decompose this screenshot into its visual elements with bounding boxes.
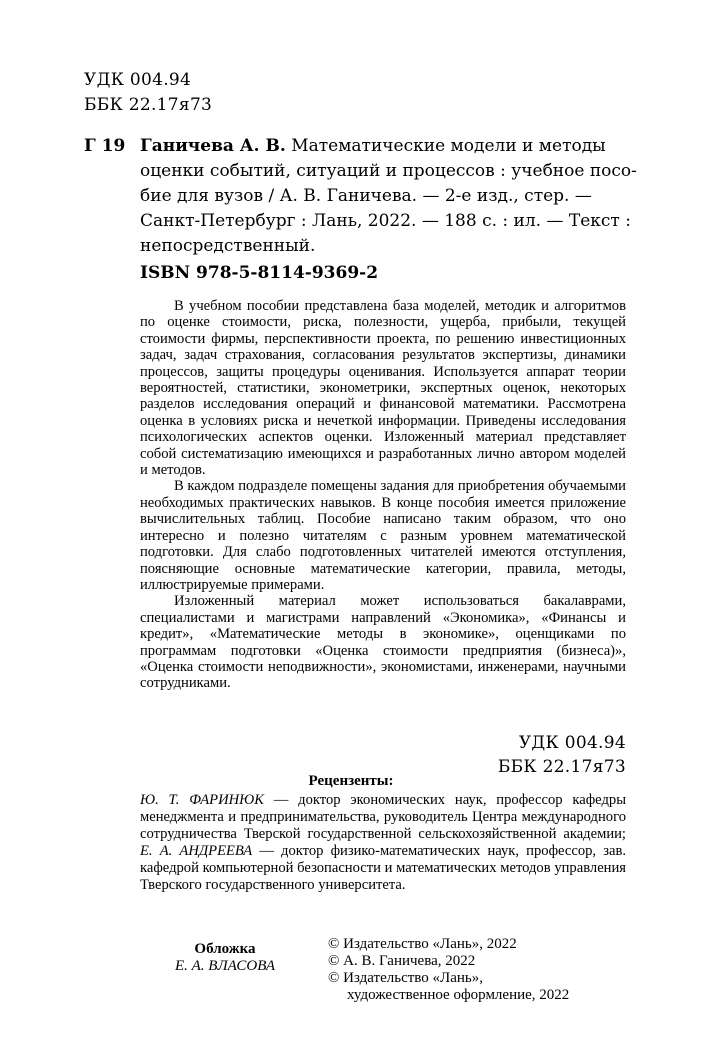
reviewer-2-name: Е. А. АНДРЕЕВА [140,843,253,859]
copyright-publisher: © Издательство «Лань», 2022 [328,936,517,952]
udk-code-bottom: УДК 004.94 [518,733,626,753]
cover-designer: Е. А. ВЛАСОВА [174,958,276,974]
bibliographic-line-3: бие для вузов / А. В. Ганичева. — 2-е изд., стер. — [140,186,592,206]
annotation [140,298,626,692]
isbn: ISBN 978-5-8114-9369-2 [140,263,379,283]
title-start: Математические модели и методы [291,136,606,156]
reviewer-1-name: Ю. Т. ФАРИНЮК [140,792,264,808]
reviewers-paragraph [140,792,626,894]
bibliographic-line-1 [140,134,606,159]
annotation-paragraph: В учебном пособии представлена база моделей, методик и алгоритмов по оценке стоимости, риска, полезности, ущерба, прибыли, текущей стоимости фирмы, перспективности проекта, по решению инвестиционных задач, задач страхования, согласования результатов экспертизы, динамики процессов, защиты процедуры оценивания. Используется аппарат теории вероятностей, статистики, эконометрики, экспертных оценок, некоторых разделов исследования операций и финансовой математики. Рассмотрена оценка в условиях риска и нечеткой информации. Приведены исследования психологических аспектов оценки. Изложенный материал представляет собой систематизацию имеющихся и разработанных лично автором моделей и методов. [140,298,626,479]
reviewer-1-details: — доктор экономических наук, профессор кафедры менеджмента и предпринимательства, руководитель Центра международного сотрудничества Тверской государственной сельскохозяйственной академии; [140,792,626,842]
reviewers-text [140,792,626,894]
annotation-paragraph: Изложенный материал может использоваться бакалаврами, специалистами и магистрами направлений «Экономика», «Финансы и кредит», «Математические методы в экономике», оценщиками по программам подготовки «Оценка стоимости предприятия (бизнеса)», «Оценка стоимости неподвижности», экономистами, инженерами, научными сотрудниками. [140,593,626,692]
annotation-paragraph: В каждом подразделе помещены задания для приобретения обучаемыми необходимых практических навыков. В конце пособия имеется приложение вычислительных таблиц. Пособие написано таким образом, что оно интересно и полезно читателям с разным уровнем математической подготовки. Для слабо подготовленных читателей имеются отступления, поясняющие основные математические категории, правила, методы, иллюстрируемые примерами. [140,478,626,593]
copyright-design: © Издательство «Лань», [328,970,483,986]
bbk-code-top: ББК 22.17я73 [84,95,213,115]
author-name: Ганичева А. В. [140,136,286,156]
bbk-code-bottom: ББК 22.17я73 [497,757,626,777]
copyright-design-line-2: художественное оформление, 2022 [347,987,570,1003]
bibliographic-line-5: непосредственный. [140,236,316,256]
bibliographic-line-2: оценки событий, ситуаций и процессов : учебное посо- [140,161,637,181]
reviewer-2-details: — доктор физико-математических наук, профессор, зав. кафедрой компьютерной безопасности и математических методов управления Тверского государственного университета. [140,843,626,893]
udk-code-top: УДК 004.94 [84,70,192,90]
bibliographic-line-4: Санкт-Петербург : Лань, 2022. — 188 с. : ил. — Текст : [140,211,631,231]
cover-label: Обложка [194,941,256,957]
reviewers-heading: Рецензенты: [308,773,394,789]
author-mark: Г 19 [84,136,126,156]
copyright-author: © А. В. Ганичева, 2022 [328,953,476,969]
